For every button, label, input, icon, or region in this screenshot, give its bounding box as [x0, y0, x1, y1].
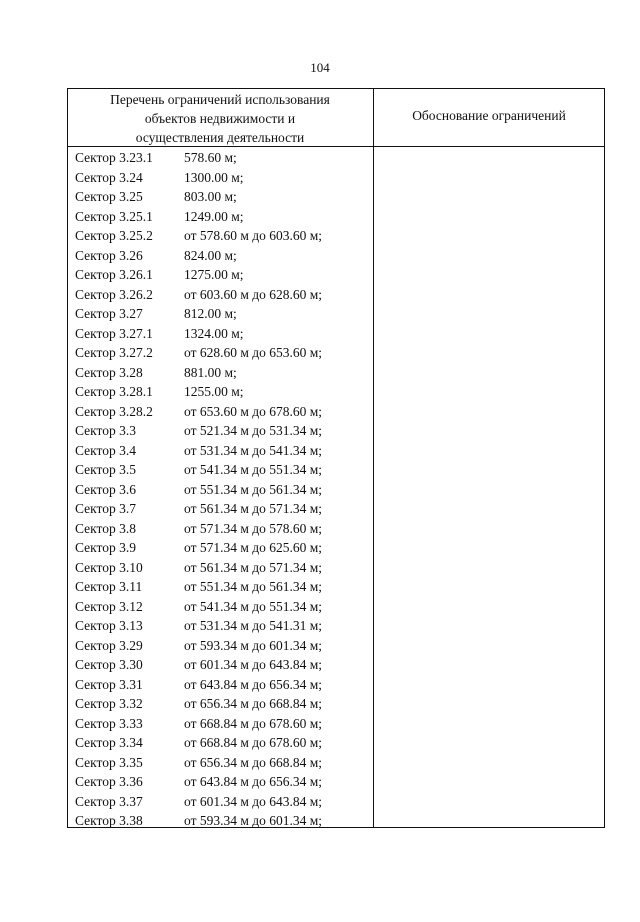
sector-label: Сектор 3.32: [75, 696, 143, 711]
sector-label: Сектор 3.5: [75, 462, 137, 477]
table-row: [75, 519, 370, 539]
sector-distance: 824.00 м;: [184, 247, 237, 263]
table-row: [75, 226, 370, 246]
table-row: [75, 616, 370, 636]
table-row: [75, 207, 370, 227]
table-row: [75, 694, 370, 714]
sector-label: Сектор 3.30: [75, 657, 143, 672]
header-justification: Обоснование ограничений: [412, 108, 566, 123]
sector-label: Сектор 3.3: [75, 423, 137, 438]
sector-label: Сектор 3.35: [75, 754, 143, 770]
table-row: [75, 792, 370, 812]
sector-label: Сектор 3.27: [75, 306, 143, 321]
sector-label: Сектор 3.13: [75, 618, 143, 633]
table-row: [75, 675, 370, 695]
table-row: [75, 772, 370, 792]
sector-distance: от 561.34 м до 571.34 м;: [184, 559, 323, 575]
sector-label: Сектор 3.26.2: [75, 286, 153, 302]
header-restrictions-list: [67, 90, 373, 147]
sector-distance: 1300.00 м;: [184, 169, 244, 185]
sector-distance: от 551.34 м до 561.34 м;: [184, 481, 323, 497]
sector-label: Сектор 3.23.1: [75, 150, 153, 165]
sector-label: Сектор 3.36: [75, 774, 143, 789]
sector-distance: от 643.84 м до 656.34 м;: [184, 774, 323, 789]
sector-distance: 1249.00 м;: [184, 208, 244, 224]
table-row: [75, 343, 370, 363]
sector-label: Сектор 3.38: [75, 813, 143, 828]
sector-distance: от 668.84 м до 678.60 м;: [184, 735, 323, 750]
sector-distance: от 628.60 м до 653.60 м;: [184, 345, 323, 360]
table-body: [75, 148, 370, 831]
table-row: [75, 421, 370, 441]
sector-label: Сектор 3.10: [75, 559, 143, 575]
table-row: [75, 577, 370, 597]
table-row: [75, 265, 370, 285]
sector-distance: от 653.60 м до 678.60 м;: [184, 403, 323, 419]
sector-label: Сектор 3.9: [75, 540, 137, 555]
sector-label: Сектор 3.27.2: [75, 345, 153, 360]
table-row: [75, 714, 370, 734]
header-left-line: осуществления деятельности: [135, 130, 305, 145]
sector-label: Сектор 3.33: [75, 715, 143, 731]
table-row: [75, 304, 370, 324]
sector-distance: от 656.34 м до 668.84 м;: [184, 754, 323, 770]
sector-distance: 803.00 м;: [184, 189, 237, 204]
table-row: [75, 538, 370, 558]
table-row: [75, 285, 370, 305]
table-row: [75, 402, 370, 422]
sector-distance: от 521.34 м до 531.34 м;: [184, 423, 323, 438]
table-row: [75, 363, 370, 383]
sector-distance: от 643.84 м до 656.34 м;: [184, 676, 323, 692]
table-row: [75, 480, 370, 500]
sector-distance: от 571.34 м до 625.60 м;: [184, 540, 323, 555]
table-row: [75, 187, 370, 207]
sector-label: Сектор 3.6: [75, 481, 137, 497]
sector-label: Сектор 3.28.1: [75, 384, 153, 399]
sector-distance: от 593.34 м до 601.34 м;: [184, 637, 323, 653]
column-divider: [373, 88, 374, 828]
sector-label: Сектор 3.27.1: [75, 325, 153, 341]
sector-label: Сектор 3.25.1: [75, 208, 153, 224]
sector-distance: от 531.34 м до 541.34 м;: [184, 442, 323, 458]
sector-distance: 812.00 м;: [184, 306, 237, 321]
header-left-line: Перечень ограничений использования: [110, 92, 330, 107]
table-row: [75, 499, 370, 519]
sector-label: Сектор 3.11: [75, 579, 143, 594]
table-row: [75, 168, 370, 188]
sector-distance: от 656.34 м до 668.84 м;: [184, 696, 323, 711]
sector-distance: от 541.34 м до 551.34 м;: [184, 462, 323, 477]
table-row: [75, 324, 370, 344]
sector-label: Сектор 3.24: [75, 169, 143, 185]
sector-distance: от 601.34 м до 643.84 м;: [184, 793, 323, 809]
sector-label: Сектор 3.28: [75, 364, 143, 380]
table-row: [75, 382, 370, 402]
sector-distance: 1275.00 м;: [184, 267, 244, 282]
sector-label: Сектор 3.8: [75, 520, 137, 536]
table-row: [75, 733, 370, 753]
sector-distance: от 561.34 м до 571.34 м;: [184, 501, 323, 516]
sector-distance: 578.60 м;: [184, 150, 237, 165]
table-row: [75, 441, 370, 461]
table-row: [75, 636, 370, 656]
table-row: [75, 148, 370, 168]
sector-label: Сектор 3.29: [75, 637, 143, 653]
sector-label: Сектор 3.34: [75, 735, 143, 750]
sector-label: Сектор 3.37: [75, 793, 143, 809]
sector-label: Сектор 3.28.2: [75, 403, 153, 419]
table-row: [75, 558, 370, 578]
sector-distance: от 668.84 м до 678.60 м;: [184, 715, 323, 731]
sector-distance: от 531.34 м до 541.31 м;: [184, 618, 323, 633]
sector-distance: от 578.60 м до 603.60 м;: [184, 228, 323, 243]
sector-distance: от 601.34 м до 643.84 м;: [184, 657, 323, 672]
sector-label: Сектор 3.25.2: [75, 228, 153, 243]
sector-label: Сектор 3.26: [75, 247, 143, 263]
sector-distance: от 571.34 м до 578.60 м;: [184, 520, 323, 536]
table-row: [75, 655, 370, 675]
sector-distance: от 551.34 м до 561.34 м;: [184, 579, 323, 594]
sector-label: Сектор 3.31: [75, 676, 143, 692]
sector-distance: от 603.60 м до 628.60 м;: [184, 286, 323, 302]
sector-label: Сектор 3.4: [75, 442, 137, 458]
sector-label: Сектор 3.7: [75, 501, 137, 516]
sector-distance: 1255.00 м;: [184, 384, 244, 399]
sector-distance: от 541.34 м до 551.34 м;: [184, 598, 323, 614]
table-row: [75, 246, 370, 266]
table-row: [75, 460, 370, 480]
sector-distance: 1324.00 м;: [184, 325, 244, 341]
sector-label: Сектор 3.26.1: [75, 267, 153, 282]
table-row: [75, 811, 370, 831]
sector-distance: 881.00 м;: [184, 364, 237, 380]
sector-label: Сектор 3.25: [75, 189, 143, 204]
table-row: [75, 597, 370, 617]
page-number: 104: [310, 60, 330, 75]
header-left-line: объектов недвижимости и: [144, 111, 296, 126]
sector-distance: от 593.34 м до 601.34 м;: [184, 813, 323, 828]
sector-label: Сектор 3.12: [75, 598, 143, 614]
table-row: [75, 753, 370, 773]
